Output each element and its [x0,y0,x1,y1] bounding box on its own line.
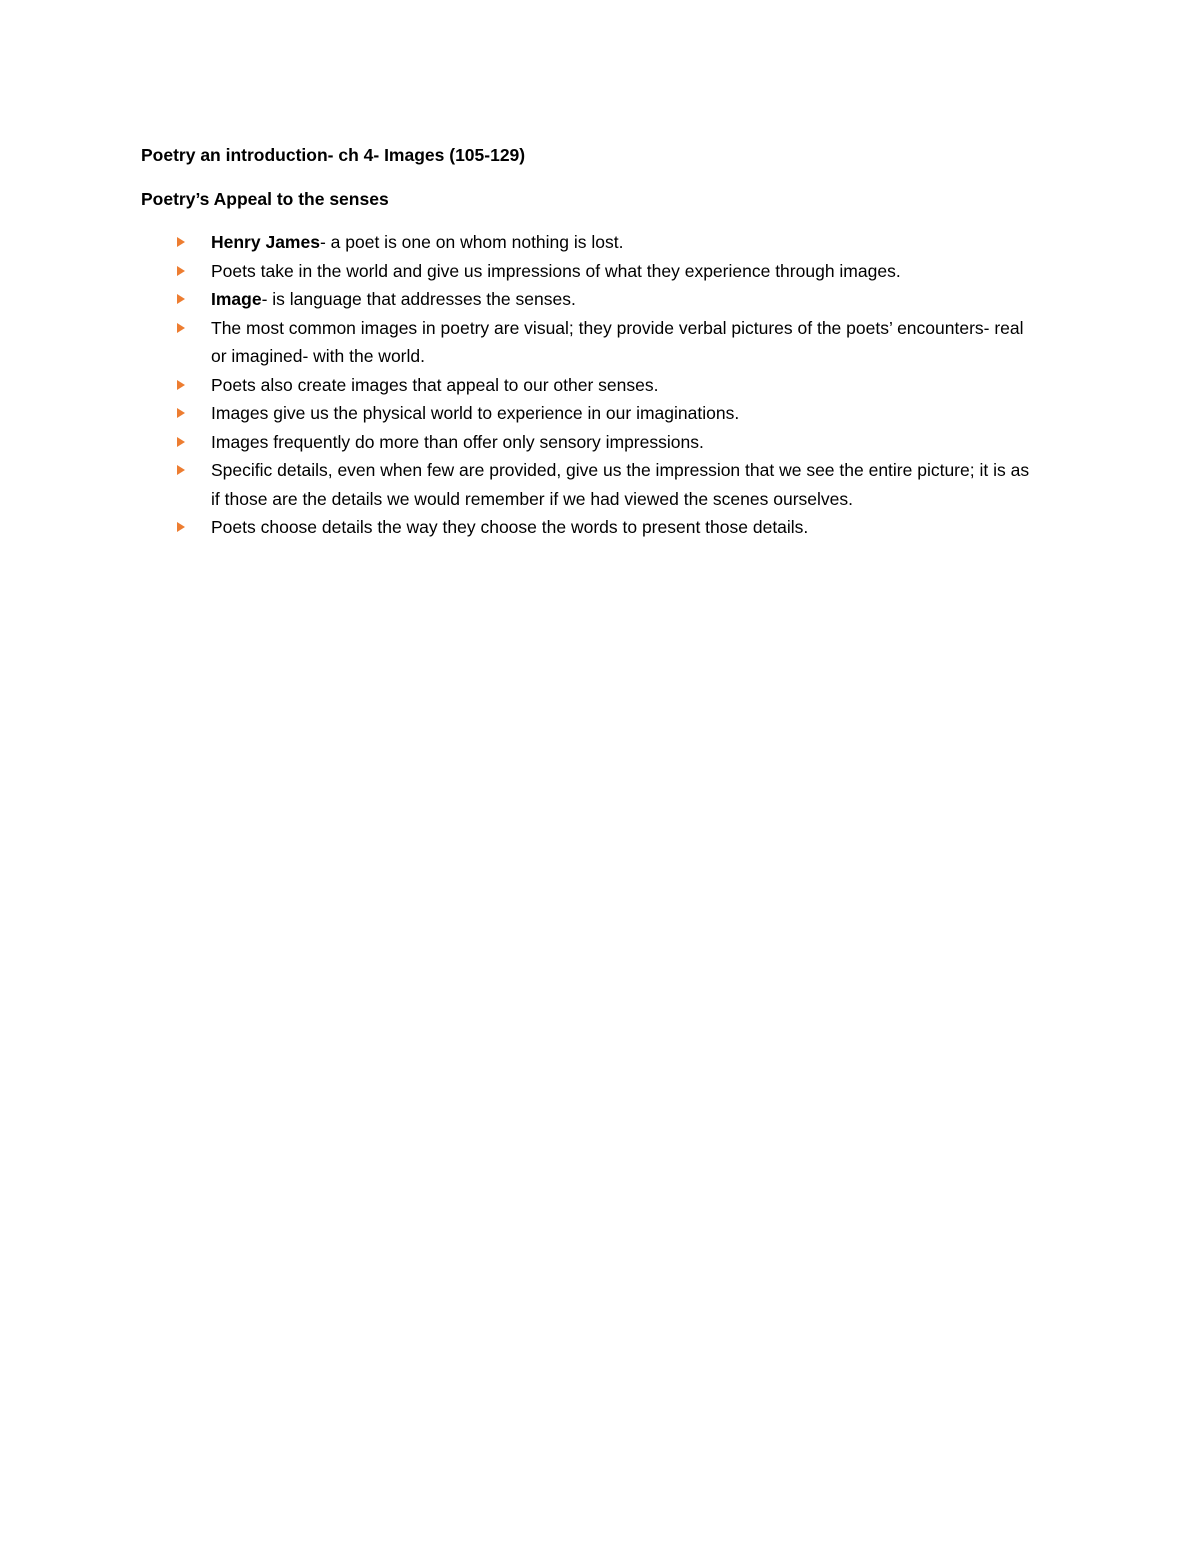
bullet-arrow-icon [177,465,185,475]
bullet-text: Images frequently do more than offer only sensory impressions. [211,431,704,452]
bullet-text: - a poet is one on whom nothing is lost. [319,232,624,252]
bullet-text: Poets also create images that appeal to our other senses. [211,374,659,395]
section-heading: Poetry’s Appeal to the senses [141,189,389,209]
bullet-arrow-icon [177,437,185,447]
list-item [141,228,1031,257]
bullet-text: - is language that addresses the senses. [261,289,576,309]
document-title: Poetry an introduction- ch 4- Images (105-129) [141,145,526,165]
bullet-text: The most common images in poetry are visual; they provide verbal pictures of the poets’ encounters- real or imagined- with the world. [211,317,1024,366]
list-item [141,285,1031,314]
bullet-arrow-icon [177,380,185,390]
bullet-term: Henry James [211,232,320,252]
list-item [141,371,1031,400]
bullet-text: Poets take in the world and give us impressions of what they experience through images. [211,260,901,281]
bullet-arrow-icon [177,294,185,304]
bullet-arrow-icon [177,237,185,247]
list-item [141,399,1031,428]
list-item [141,513,1031,542]
bullet-text: Poets choose details the way they choose the words to present those details. [211,517,809,537]
bullet-arrow-icon [177,408,185,418]
bullet-arrow-icon [177,522,185,532]
list-item [141,428,1031,457]
bullet-text: Images give us the physical world to experience in our imaginations. [211,403,740,423]
list-item [141,456,1031,513]
bullet-list [141,228,1041,542]
document-body [141,141,1041,542]
bullet-text: Specific details, even when few are provided, give us the impression that we see the entire picture; it is as if those are the details we would remember if we had viewed the scenes ourselves. [211,460,1030,509]
list-item [141,257,1031,286]
bullet-arrow-icon [177,323,185,333]
list-item [141,314,1031,371]
bullet-term: Image [211,289,262,309]
bullet-arrow-icon [177,266,185,276]
